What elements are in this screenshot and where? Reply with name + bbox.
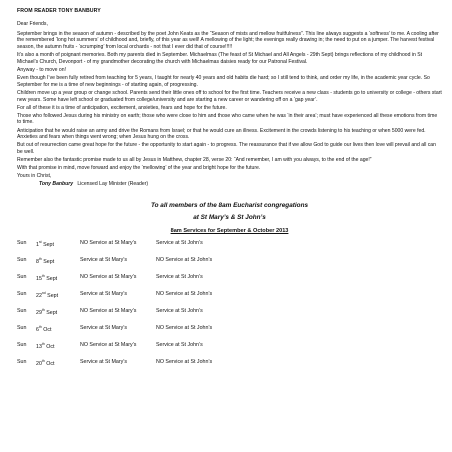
service-day-text: Sun <box>17 359 27 366</box>
service-date <box>36 240 80 257</box>
service-day <box>17 359 36 376</box>
service-date-month: Oct <box>46 343 55 350</box>
service-date-suffix: th <box>38 257 42 262</box>
st-marys-service: Service at St Mary’s <box>80 291 127 298</box>
service-date-month: Sept <box>46 275 58 282</box>
service-day-text: Sun <box>17 342 27 349</box>
service-date-suffix: st <box>38 240 42 245</box>
st-marys-service: NO Service at St Mary’s <box>80 274 137 281</box>
service-date-number: 6 <box>36 326 39 333</box>
service-date-month: Sept <box>47 292 59 299</box>
service-date-number: 15 <box>36 275 42 282</box>
st-johns-service: Service at St John’s <box>156 274 203 281</box>
st-johns-service: Service at St John’s <box>156 308 203 315</box>
paragraph: With that promise in mind, move forward and enjoy the ‘mellowing’ of the year and bright hope for the future. <box>17 165 261 172</box>
service-row <box>17 342 212 359</box>
st-marys-service: Service at St Mary’s <box>80 359 127 366</box>
paragraph: September brings in the season of autumn - described by the poet John Keats as the “Season of mists and mellow fruitfulness”. This line always suggests a ‘softness’ to me. A cooling after the remembered ‘long hot summers’ of childhood and, briefly, of this year as well! A mellowing of the light; the evenings really drawing in; the need to put on a jumper. The harvest festival season, the autumn fruits - ‘scrumping’ from local orchards - not that I ever did that of course!!!!! <box>17 30 439 51</box>
service-day <box>17 308 36 325</box>
service-day-text: Sun <box>17 291 27 298</box>
paragraph: Those who followed Jesus during his ministry on earth; those who were close to him and those who came when he was ‘in their area’; must have experienced all these emotions from time to time. <box>17 112 438 126</box>
service-date-month: Sept <box>43 258 55 265</box>
service-day <box>17 240 36 257</box>
service-date-number: 29 <box>36 309 42 316</box>
service-row <box>17 308 212 325</box>
service-date-suffix: th <box>41 342 45 347</box>
st-johns-service: NO Service at St John’s <box>156 359 213 366</box>
service-date-number: 20 <box>36 360 42 367</box>
service-day <box>17 325 36 342</box>
service-date-month: Sept <box>43 241 54 248</box>
service-date <box>36 257 80 274</box>
notice-title: To all members of the 8am Eucharist congregations <box>150 202 309 210</box>
service-day-text: Sun <box>17 325 27 332</box>
service-row <box>17 257 212 274</box>
service-date-month: Oct <box>46 360 55 367</box>
st-marys-service: NO Service at St Mary’s <box>80 342 137 349</box>
signature <box>39 181 442 188</box>
st-johns-service: NO Service at St John’s <box>156 257 213 264</box>
service-day-text: Sun <box>17 257 27 264</box>
service-date-suffix: th <box>41 359 45 364</box>
service-day-text: Sun <box>17 274 27 281</box>
service-date <box>36 325 80 342</box>
service-row <box>17 274 212 291</box>
service-day <box>17 274 36 291</box>
st-johns-service: NO Service at St John’s <box>156 325 213 332</box>
service-day <box>17 342 36 359</box>
services-table <box>17 240 212 376</box>
greeting: Dear Friends, <box>17 21 48 27</box>
service-date <box>36 308 80 325</box>
paragraph: Even though I’ve been fully retired from teaching for 5 years, I taught for nearly 40 years and old habits die hard; so I still tend to think, and order my life, in the academic year cycle. So September for me is a time of new beginnings - of starting again, of progressing. <box>17 75 430 88</box>
st-marys-service: Service at St Mary’s <box>80 257 127 264</box>
letter-heading: FROM READER TONY BANBURY <box>17 8 101 14</box>
service-date-suffix: th <box>41 274 45 279</box>
service-date-month: Sept <box>46 309 58 316</box>
service-date <box>36 291 80 308</box>
service-day <box>17 257 36 274</box>
paragraph: For all of these it is a time of anticipation, excitement, anxieties, fears and hope for the future. <box>17 104 227 111</box>
service-date <box>36 274 80 291</box>
st-johns-service: NO Service at St John’s <box>156 291 213 298</box>
service-date-month: Oct <box>43 326 52 333</box>
service-day <box>17 291 36 308</box>
st-johns-service: Service at St John’s <box>156 342 203 349</box>
service-row <box>17 240 212 257</box>
st-marys-service: NO Service at St Mary’s <box>80 240 137 247</box>
signature-role: Licensed Lay Minister (Reader) <box>77 181 149 188</box>
paragraph: Children move up a year group or change school. Parents send their little ones off to school for the first time. Teachers receive a new class - students go to university or college - others start new years. Some have left school or graduated from college/university and are starting a new career or wandering off on a ‘gap year’. <box>17 89 442 103</box>
st-marys-service: NO Service at St Mary’s <box>80 308 137 315</box>
service-row <box>17 359 212 376</box>
services-title: 8am Services for September & October 2013 <box>170 228 289 235</box>
service-row <box>17 291 212 308</box>
service-date <box>36 359 80 376</box>
service-day-text: Sun <box>17 308 27 315</box>
notice-subtitle: at St Mary’s & St John’s <box>193 214 266 222</box>
closing: Yours in Christ, <box>17 173 52 180</box>
service-date-suffix: th <box>38 325 42 330</box>
service-day-text: Sun <box>17 240 27 247</box>
service-date-suffix: th <box>41 308 45 313</box>
signature-name: Tony Banbury <box>39 181 74 188</box>
service-date-number: 22 <box>36 292 42 299</box>
paragraph: Anyway - to move on! <box>17 67 66 73</box>
service-date-number: 1 <box>36 241 39 248</box>
paragraph: It’s also a month of poignant memories. Both my parents died in September. Michaelmas (The feast of St Michael and All Angels - 29th Sept) brings reflections of my childhood in St Michael’s Church, Devonport - of my grandmother decorating the church with Michaelmas daisies ready for our Patronal Festival. <box>17 52 423 65</box>
service-date-number: 13 <box>36 343 42 350</box>
service-date-suffix: nd <box>41 291 46 296</box>
st-johns-service: Service at St John’s <box>156 240 203 247</box>
paragraph: Remember also the fantastic promise made to us all by Jesus in Matthew, chapter 28, verse 20: “And remember, I am with you always, to the end of the age!” <box>17 157 372 164</box>
service-date <box>36 342 80 359</box>
service-date-number: 8 <box>36 258 39 265</box>
service-row <box>17 325 212 342</box>
paragraph: But out of resurrection came great hope for the future - the opportunity to start again - to progress. The reassurance that if we allow God to guide our lives then love will prevail and all can be well. <box>17 142 436 156</box>
st-marys-service: Service at St Mary’s <box>80 325 127 332</box>
paragraph: Anticipation that he would raise an army and drive the Romans from Israel; or that he would cure an illness. Excitement in the crowds listening to his teaching or when 5000 were fed. Anxieties and fears when things went wrong; when Jesus hung on the cross. <box>17 127 426 141</box>
